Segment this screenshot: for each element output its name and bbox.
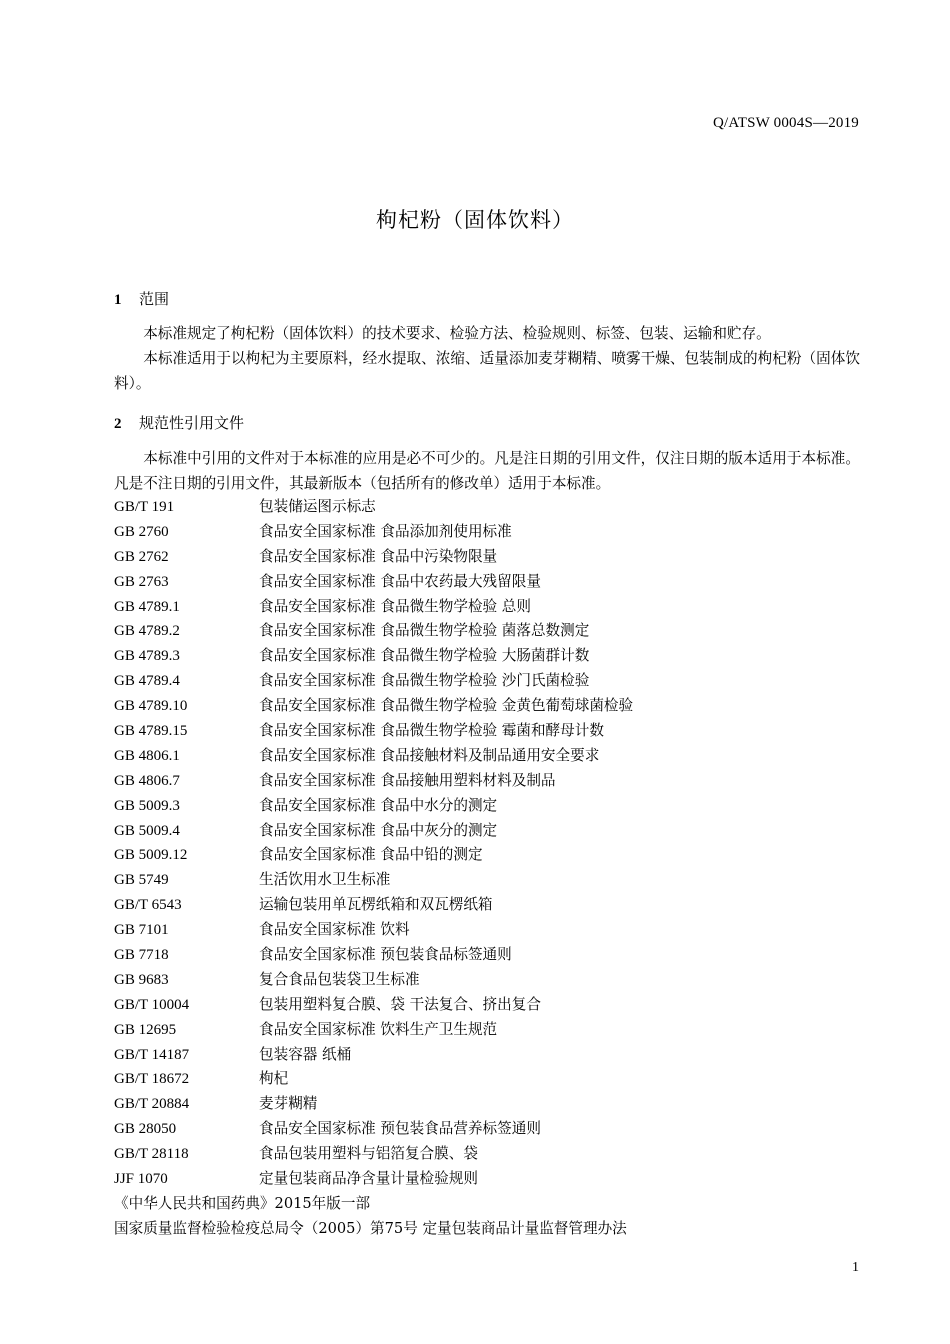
- reference-item: [114, 893, 860, 918]
- reference-code: GB/T 18672: [114, 1071, 190, 1088]
- section-heading-normative-references: [114, 412, 244, 433]
- reference-item: [114, 694, 860, 719]
- reference-code: GB 2763: [114, 573, 169, 590]
- reference-code: GB 4789.10: [114, 698, 188, 715]
- reference-item: [114, 1167, 860, 1192]
- reference-title: 食品安全国家标准 食品微生物学检验 菌落总数测定: [259, 622, 590, 640]
- extra-reference-decree: 国家质量监督检验检疫总局令（2005）第75号 定量包装商品计量监督管理办法: [114, 1219, 627, 1237]
- reference-code: GB/T 191: [114, 499, 175, 515]
- reference-code: GB 12695: [114, 1021, 177, 1038]
- reference-title: 食品安全国家标准 食品中灰分的测定: [259, 821, 498, 839]
- reference-code: GB/T 20884: [114, 1096, 190, 1113]
- reference-list: [114, 495, 860, 1242]
- reference-item: [114, 918, 860, 943]
- reference-title: 包装用塑料复合膜、袋 干法复合、挤出复合: [259, 995, 541, 1013]
- reference-title: 食品安全国家标准 食品中污染物限量: [259, 547, 498, 565]
- reference-title: 食品安全国家标准 食品接触材料及制品通用安全要求: [259, 746, 600, 764]
- reference-title: 食品安全国家标准 食品中农药最大残留限量: [259, 572, 541, 590]
- reference-title: 枸杞: [259, 1070, 289, 1088]
- reference-item: [114, 619, 860, 644]
- reference-title: 食品安全国家标准 食品微生物学检验 霉菌和酵母计数: [259, 722, 604, 740]
- reference-item: [114, 943, 860, 968]
- reference-code: GB 2762: [114, 548, 169, 565]
- reference-code: GB 4789.1: [114, 598, 180, 615]
- reference-title: 食品安全国家标准 饮料生产卫生规范: [259, 1020, 498, 1038]
- reference-code: GB 2760: [114, 523, 169, 540]
- reference-item: [114, 570, 860, 595]
- reference-title: 食品安全国家标准 食品微生物学检验 金黄色葡萄球菌检验: [259, 697, 634, 715]
- document-title: 枸杞粉（固体饮料）: [376, 208, 574, 232]
- reference-item: [114, 843, 860, 868]
- reference-code: GB 4789.4: [114, 673, 180, 690]
- reference-title: 食品安全国家标准 食品微生物学检验 大肠菌群计数: [259, 647, 590, 665]
- reference-code: GB 28050: [114, 1121, 177, 1138]
- reference-item: [114, 769, 860, 794]
- reference-title: 复合食品包装袋卫生标准: [259, 970, 420, 988]
- reference-item: [114, 794, 860, 819]
- references-intro-paragraph: 本标准中引用的文件对于本标准的应用是必不可少的。凡是注日期的引用文件，仅注日期的版本适用于本标准。凡是不注日期的引用文件，其最新版本（包括所有的修改单）适用于本标准。: [114, 450, 860, 492]
- reference-item: [114, 595, 860, 620]
- reference-title: 食品安全国家标准 食品微生物学检验 总则: [259, 597, 531, 615]
- reference-item: [114, 520, 860, 545]
- reference-item: [114, 545, 860, 570]
- reference-title: 食品安全国家标准 食品中铅的测定: [259, 846, 483, 864]
- reference-code: GB 4789.15: [114, 723, 188, 740]
- reference-code: GB 7718: [114, 947, 169, 964]
- reference-code: JJF 1070: [114, 1171, 168, 1188]
- reference-code: GB/T 14187: [114, 1046, 190, 1063]
- reference-code: GB 5009.3: [114, 797, 180, 814]
- section-number: 1: [114, 292, 122, 308]
- reference-item: [114, 1142, 860, 1167]
- reference-item: [114, 495, 860, 520]
- scope-paragraph-2: 本标准适用于以枸杞为主要原料，经水提取、浓缩、适量添加麦芽糊精、喷雾干燥、包装制成的枸杞粉（固体饮料）。: [114, 350, 860, 392]
- reference-item: [114, 993, 860, 1018]
- reference-item: [114, 744, 860, 769]
- reference-title: 食品包装用塑料与铝箔复合膜、袋: [259, 1145, 478, 1163]
- section-title: 规范性引用文件: [139, 414, 245, 432]
- reference-title: 食品安全国家标准 食品添加剂使用标准: [259, 522, 512, 540]
- reference-title: 食品安全国家标准 预包装食品营养标签通则: [259, 1120, 541, 1138]
- reference-item: [114, 644, 860, 669]
- reference-code: GB 4806.1: [114, 747, 180, 764]
- reference-title: 生活饮用水卫生标准: [259, 871, 391, 889]
- section-heading-scope: [114, 288, 169, 309]
- reference-title: 麦芽糊精: [259, 1095, 318, 1113]
- reference-code: GB 4806.7: [114, 772, 180, 789]
- reference-item: [114, 1067, 860, 1092]
- reference-item: [114, 719, 860, 744]
- reference-code: GB 4789.3: [114, 648, 180, 665]
- reference-code: GB 5749: [114, 872, 169, 889]
- reference-item: [114, 1043, 860, 1068]
- reference-title: 食品安全国家标准 食品接触用塑料材料及制品: [259, 771, 556, 789]
- reference-item: [114, 1092, 860, 1117]
- page-number: 1: [852, 1260, 859, 1275]
- scope-paragraph-1: 本标准规定了枸杞粉（固体饮料）的技术要求、检验方法、检验规则、标签、包装、运输和贮存。: [143, 325, 771, 342]
- reference-item: [114, 968, 860, 993]
- reference-title: 食品安全国家标准 预包装食品标签通则: [259, 946, 512, 964]
- reference-title: 包装储运图示标志: [259, 498, 376, 515]
- reference-title: 食品安全国家标准 食品微生物学检验 沙门氏菌检验: [259, 672, 590, 690]
- reference-item: [114, 1117, 860, 1142]
- reference-title: 定量包装商品净含量计量检验规则: [259, 1170, 478, 1188]
- reference-title: 包装容器 纸桶: [259, 1045, 352, 1063]
- reference-item: [114, 868, 860, 893]
- reference-code: GB/T 28118: [114, 1146, 189, 1163]
- extra-reference-pharmacopoeia: 《中华人民共和国药典》2015年版一部: [114, 1194, 371, 1212]
- reference-code: GB 9683: [114, 971, 169, 988]
- reference-code: GB 4789.2: [114, 623, 180, 640]
- reference-title: 食品安全国家标准 饮料: [259, 921, 410, 939]
- reference-code: GB 7101: [114, 922, 169, 939]
- reference-item: [114, 819, 860, 844]
- reference-item: [114, 669, 860, 694]
- reference-code: GB 5009.12: [114, 847, 188, 864]
- reference-code: GB/T 10004: [114, 996, 190, 1013]
- section-number: 2: [114, 416, 122, 432]
- reference-title: 运输包装用单瓦楞纸箱和双瓦楞纸箱: [259, 896, 493, 914]
- reference-item: [114, 1018, 860, 1043]
- document-code: Q/ATSW 0004S—2019: [712, 115, 859, 131]
- reference-title: 食品安全国家标准 食品中水分的测定: [259, 796, 498, 814]
- section-title: 范围: [139, 290, 170, 308]
- reference-code: GB/T 6543: [114, 897, 182, 914]
- reference-code: GB 5009.4: [114, 822, 180, 839]
